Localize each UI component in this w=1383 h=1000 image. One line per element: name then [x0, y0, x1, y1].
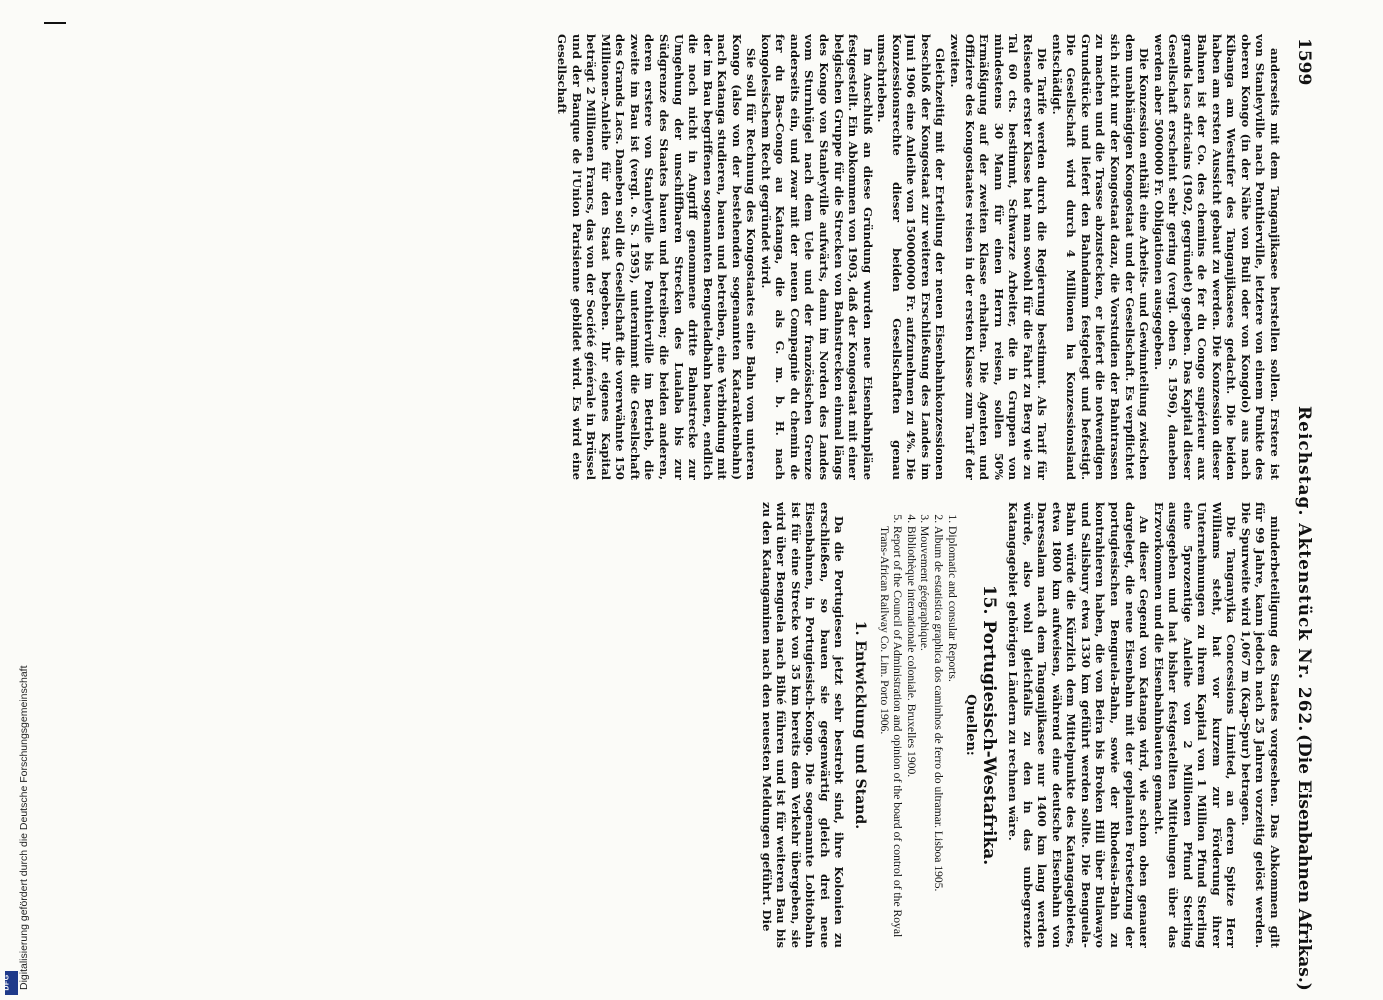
sources-list	[877, 502, 959, 948]
page-header	[1286, 34, 1316, 991]
source-item: 1. Diplomatic and consular Reports.	[945, 526, 959, 948]
digitization-sidebar	[0, 0, 30, 1000]
section-heading: (Die Eisenbahnen Afrikas.)	[1294, 734, 1314, 991]
right-column	[67, 502, 1282, 948]
subsection-title: 1. Entwicklung und Stand.	[851, 620, 868, 830]
paragraph: Die Konzession enthält eine Arbeits- und Gewinnteilung zwischen dem unabhängigen Kongostaat und der Gesellschaft. Es verpflichtet sich nicht nur der Kongostaat dazu, die Vorstudien der Bahntrassen zu machen und die Trasse abzustecken, er liefert die notwendigen Grundstücke und liefert den Bahndamm festgelegt und befestigt. Die Gesellschaft wird durch 4 Millionen ha Konzessionsland entschädigt.	[1049, 34, 1152, 480]
source-item: 2. Album de estatistica graphica dos caminhos de ferro do ultramar. Lisboa 1905.	[931, 526, 945, 948]
dfg-logo	[5, 971, 18, 995]
margin-mark	[44, 22, 66, 24]
left-column	[67, 34, 1282, 480]
paragraph: Sie soll für Rechnung des Kongostaates eine Bahn vom unteren Kongo (also von der bestehenden sogenannten Kataraktenbahn) nach Katanga studieren, bauen und betreiben, eine Verbindung mit der im Bau begriffenen sogenannten Bengueladbahn bauen, endlich die noch nicht in Angriff genommene dritte Bahnstrecke zur Umgehung der unschiffbaren Strecken des Lualaba bis zur Südgrenze des Staates bauen und betreiben; die beiden anderen, deren erstere von Stanleyville bis Ponthierville im Betrieb, die zweite im Bau ist (vergl. o. S. 1595), unternimmt die Gesellschaft des Grands Lacs. Daneben soll die Gesellschaft die vorerwähnte 150 Millionen-Anleihe für den Staat begeben. Ihr eigenes Kapital beträgt 2 Millionen Francs, das von der Société générale in Brüssel und der Banque de l'Union Parisienne gebildet wird. Es wird eine Gesellschaft	[555, 34, 759, 480]
page-number: 1599	[1294, 38, 1314, 86]
paragraph: An dieser Gegend von Katanga wird, wie schon oben genauer dargelegt, die neue Eisenbahn mit der geplanten Fortsetzung der portugiesischen Benguela-Bahn, sowie der Rhodesia-Bahn zu kontrahieren haben, die von Beira bis Broken Hill über Bulawayo und Salisbury etwa 1330 km geführt werden sollte. Die Benguela-Bahn würde die Kürzlich dem Mittelpunkte des Katangagebietes, etwa 1800 km aufweisen, während eine deutsche Eisenbahn von Daressalam nach dem Tanganjikasee nur 1400 km lang werden würde, also wohl gleichfalls zu den in das unbegrenzte Katangagebiet gehörigen Ländern zu rechnen wäre.	[1006, 502, 1152, 948]
rotated-text-page	[61, 34, 1316, 991]
paragraph: minderbeteiligung des Staates vorgesehen. Das Abkommen gilt für 99 Jahre, kann jedoch nach 25 Jahren vorzeitig gelöst werden. Die Spurweite wird 1,067 m (Kap-Spur) betragen.	[1238, 502, 1282, 948]
source-item: 3. Mouvement géographique.	[918, 526, 932, 948]
source-item: 4. Bibliothèque internationale coloniale. Bruxelles 1900.	[904, 526, 918, 948]
paragraph: Die Tarife werden durch die Regierung bestimmt. Als Tarif für Reisende erster Klasse hat man sowohl für die Fahrt zu Berg wie zu Tal 60 cts. bestimmt, Schwarze Arbeiter, die in Gruppen von mindestens 30 Mann für einen Herrn reisen, sollen 50% Ermäßigung auf der zweiten Klasse erhalten. Die Agenten und Offiziere des Kongostaates reisen in der ersten Klasse zum Tarif der zweiten.	[947, 34, 1050, 480]
paragraph: Im Anschluß an diese Gründung wurden neue Eisenbahnpläne festgestellt. Ein Abkommen von 1903, daß der Kongostaat mit einer belgischen Gruppe für die Strecken von Bahnstrecken einmal längs des Kongo von Stanleyville aufwärts, dann im Norden des Landes vom Sturnhügel nach dem Uele und der französischen Grenze anderseits ein, und zwar mit der neuen Compagnie du chemin de fer du Bas-Congo au Katanga, die als G. m. b. H. nach kongolesischem Recht gegründet wird.	[758, 34, 875, 480]
paragraph: Da die Portugiesen jetzt sehr bestrebt sind, ihre Kolonien zu erschließen, so bauen sie gegenwärtig gleich drei neue Eisenbahnen, in Portugiesisch-Kongo. Die sogenannte Lobitobahn ist für eine Strecke von 35 km bereits dem Verkehr übergeben, sie wird über Benguela nach Bihé führen und ist für weiteren Bau bis zu den Katangaminen nach den neuesten Meldungen geführt. Die	[759, 502, 847, 948]
section-title: 15. Portugiesisch-Westafrika.	[978, 584, 999, 866]
paragraph: Die Tanganyika Concessions Limited, an deren Spitze Herr Williams steht, hat vor kurzem zur Förderung ihrer Unternehmungen zu ihrem Kapital von 1 Million Pfund Sterling eine 5prozentige Anleihe von 2 Millionen Pfund Sterling ausgegeben und hat bisher festgestellten Mittelungen über das Erzvorkommen und die Eisenbahnbauten gemacht.	[1151, 502, 1239, 948]
source-item: 5. Report of the Council of Administration and opinion of the board of control of the Royal Trans-African Railway Co. Lim. Porto 1906.	[877, 526, 904, 948]
dfg-logo-text: DFG	[3, 974, 11, 991]
running-title: Reichstag. Aktenstück Nr. 262.	[1294, 406, 1314, 733]
sources-heading: Quellen:	[963, 694, 979, 756]
digitization-credit: Digitalisierung gefördert durch die Deutsche Forschungsgemeinschaft	[18, 665, 30, 990]
paragraph: anderseits mit dem Tanganjikasee herstellen sollen. Erstere ist von Stanleyville nach Ponthierville, letztere von einem Punkte des oberen Kongo (in der Nähe von Buli oder von Kongolo) aus nach Kibanga am Westufer des Tanganjikasees gedacht. Die beiden haben am ersten Aussicht gebaut zu werden. Die Konzession dieser Bahnen ist der Co. des chemins de fer du Congo supérieur aux grands lacs africains (1902, gegründet) gegeben. Das Kapital dieser Gesellschaft erscheint sehr gering (vergl. oben S. 1596), daneben werden aber 5000000 Fr. Obligationen ausgegeben.	[1151, 34, 1282, 480]
paragraph: Gleichzeitig mit der Erteilung der neuen Eisenbahnkonzessionen beschloß der Kongostaat zur weiteren Erschließung des Landes im Juni 1906 eine Anleihe von 150000000 Fr. aufzunehmen zu 4%. Die Konzessionsrechte dieser beiden Gesellschaften genau umschrieben.	[875, 34, 948, 480]
